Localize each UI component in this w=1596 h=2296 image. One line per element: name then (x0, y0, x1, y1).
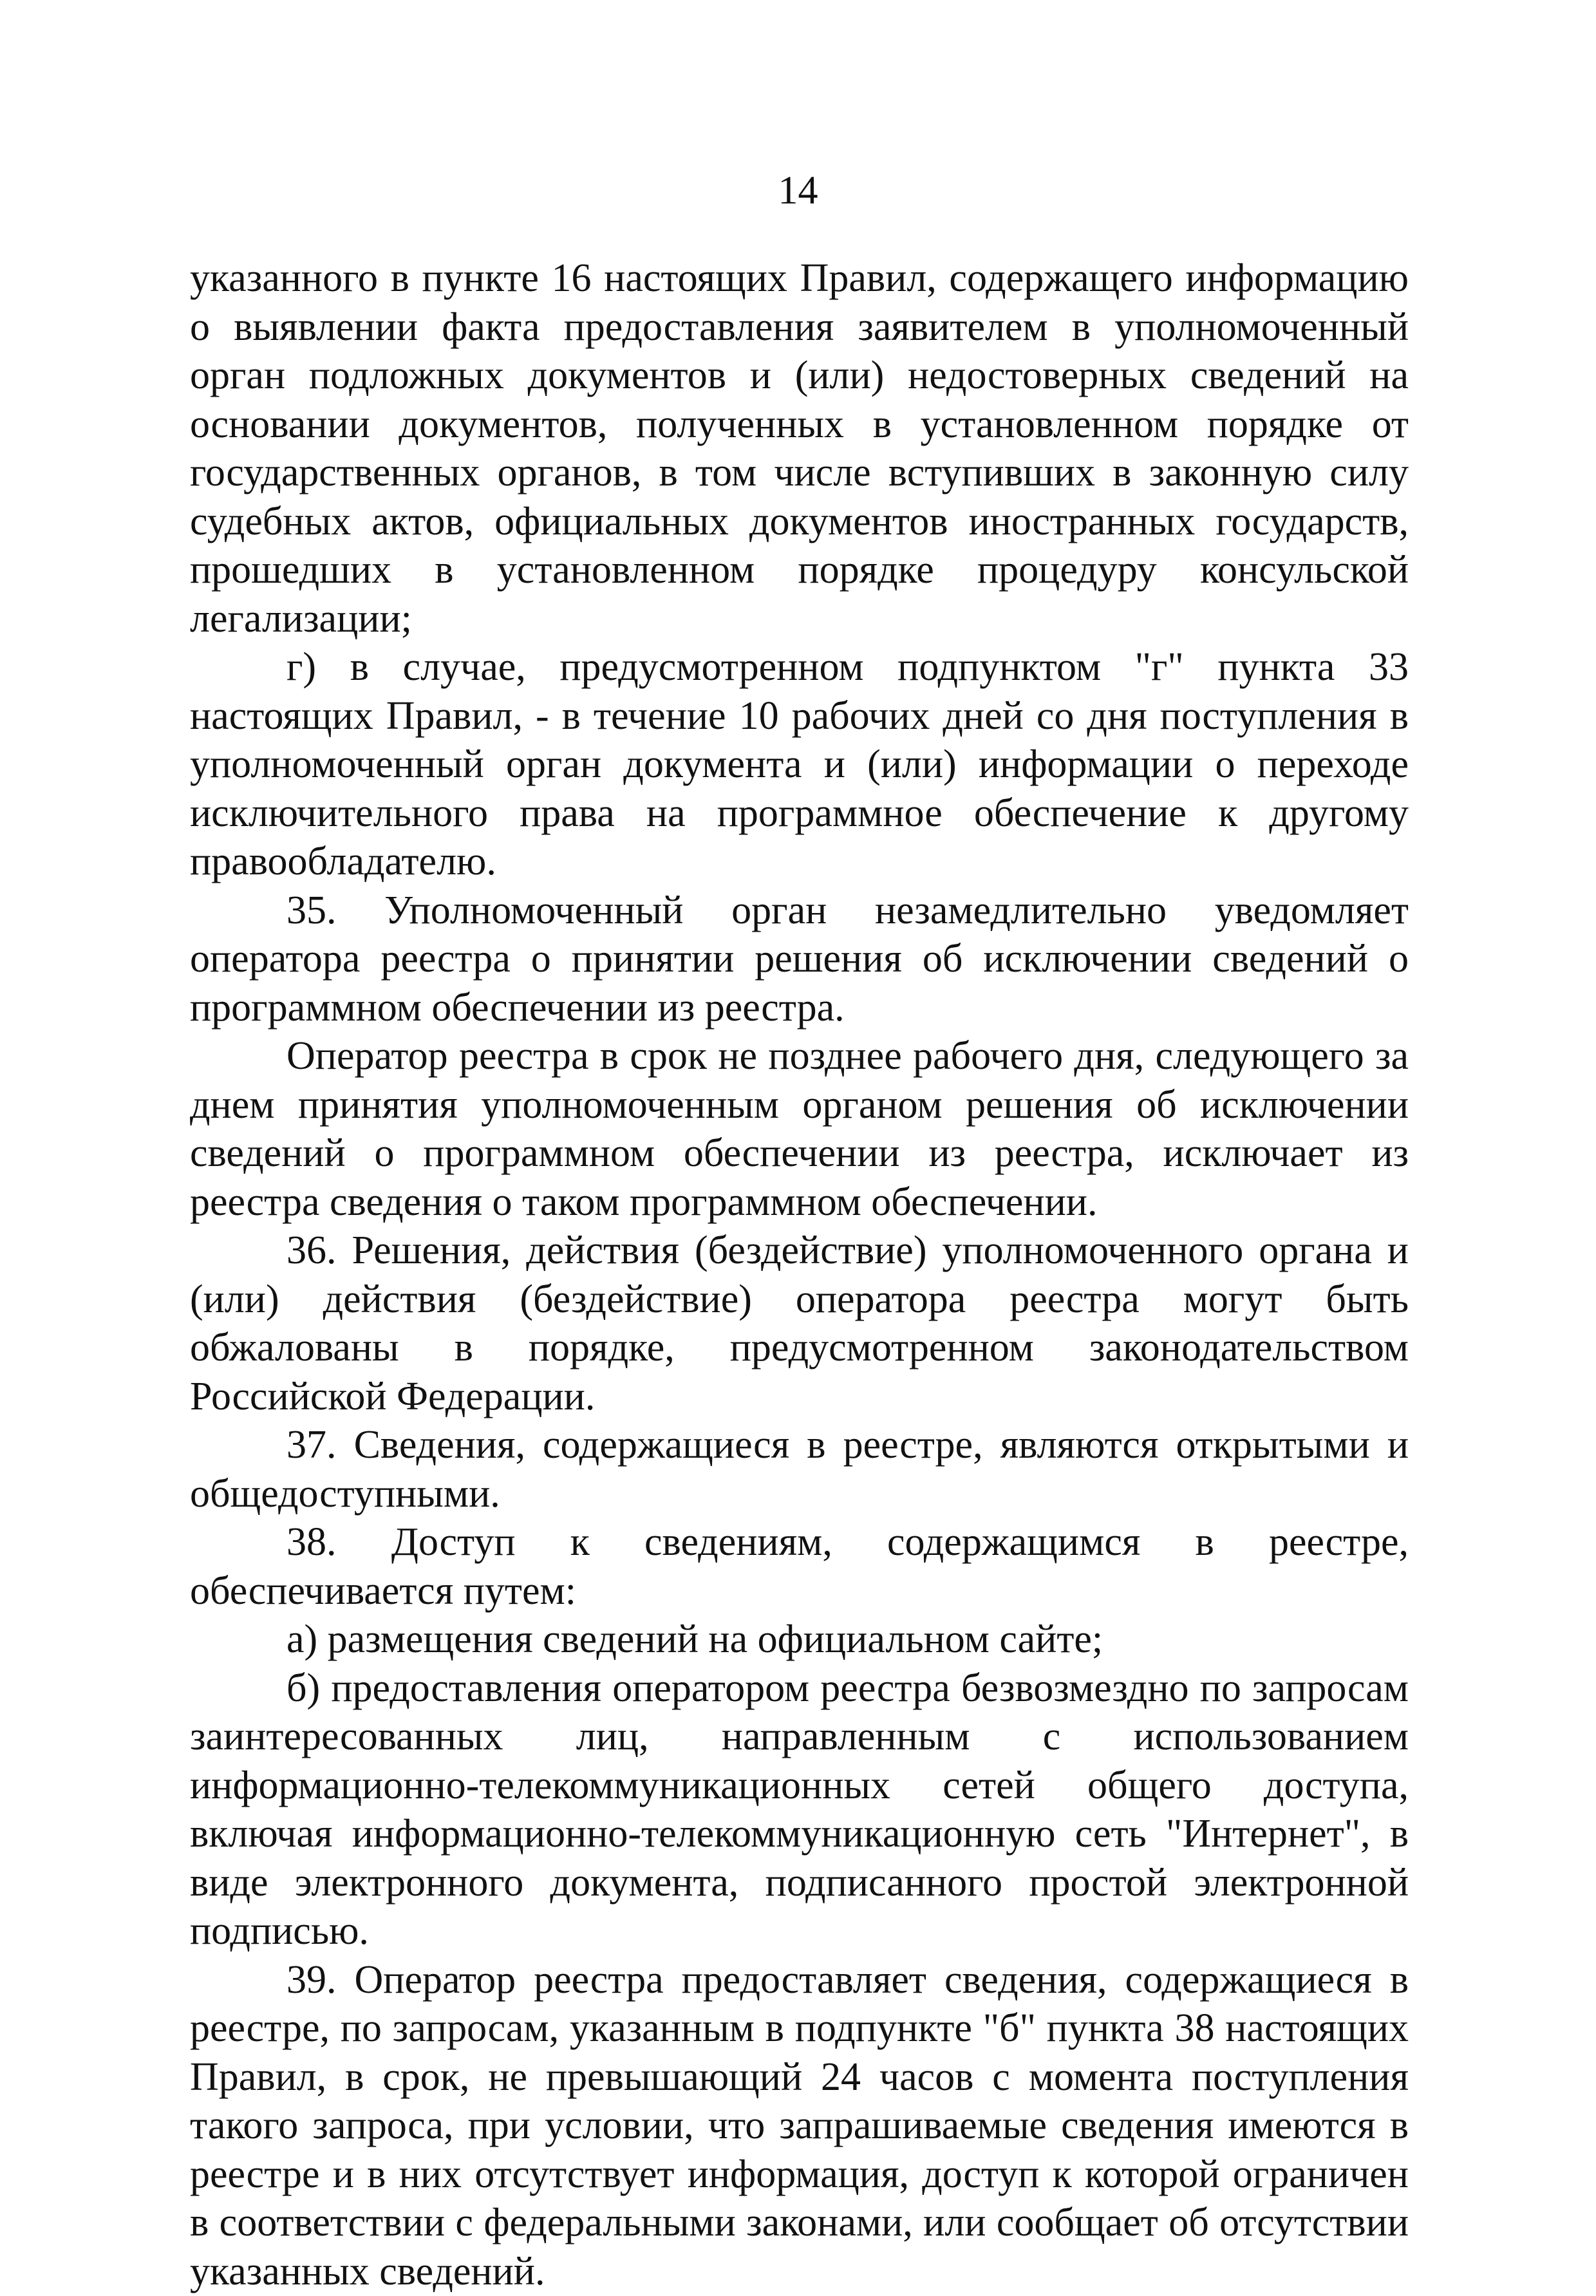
paragraph-36: 36. Решения, действия (бездействие) уполномоченного органа и (или) действия (бездействие) оператора реестра могут быть обжалованы в порядке, предусмотренном законодательством Российской Федерации. (190, 1227, 1409, 1421)
paragraph-35-second: Оператор реестра в срок не позднее рабочего дня, следующего за днем принятия уполномоченным органом решения об исключении сведений о программном обеспечении из реестра, исключает из реестра сведения о таком программном обеспечении. (190, 1032, 1409, 1227)
paragraph-38-b: б) предоставления оператором реестра безвозмездно по запросам заинтересованных лиц, направленным с использованием информационно-телекоммуникационных сетей общего доступа, включая информационно-телекоммуникационную сеть "Интернет", в виде электронного документа, подписанного простой электронной подписью. (190, 1664, 1409, 1956)
paragraph-35: 35. Уполномоченный орган незамедлительно уведомляет оператора реестра о принятии решения об исключении сведений о программном обеспечении из реестра. (190, 887, 1409, 1033)
paragraph-34-g: г) в случае, предусмотренном подпунктом "г" пункта 33 настоящих Правил, - в течение 10 рабочих дней со дня поступления в уполномоченный орган документа и (или) информации о переходе исключительного права на программное обеспечение к другому правообладателю. (190, 643, 1409, 887)
document-body (190, 254, 1409, 2296)
paragraph-continuation: указанного в пункте 16 настоящих Правил, содержащего информацию о выявлении факта предоставления заявителем в уполномоченный орган подложных документов и (или) недостоверных сведений на основании документов, полученных в установленном порядке от государственных органов, в том числе вступивших в законную силу судебных актов, официальных документов иностранных государств, прошедших в установленном порядке процедуру консульской легализации; (190, 254, 1409, 643)
page-number: 14 (0, 166, 1596, 215)
paragraph-38-a: а) размещения сведений на официальном сайте; (190, 1615, 1409, 1664)
paragraph-39: 39. Оператор реестра предоставляет сведения, содержащиеся в реестре, по запросам, указанным в подпункте "б" пункта 38 настоящих Правил, в срок, не превышающий 24 часов с момента поступления такого запроса, при условии, что запрашиваемые сведения имеются в реестре и в них отсутствует информация, доступ к которой ограничен в соответствии с федеральными законами, или сообщает об отсутствии указанных сведений. (190, 1956, 1409, 2296)
paragraph-38: 38. Доступ к сведениям, содержащимся в реестре, обеспечивается путем: (190, 1518, 1409, 1615)
paragraph-37: 37. Сведения, содержащиеся в реестре, являются открытыми и общедоступными. (190, 1421, 1409, 1518)
